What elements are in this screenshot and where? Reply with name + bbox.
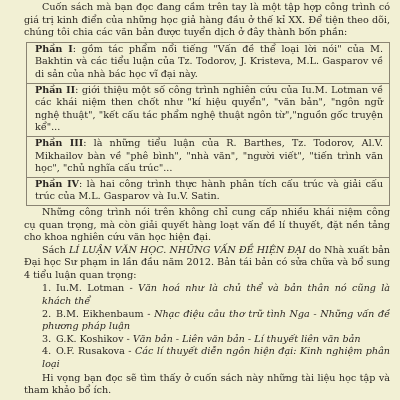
essay-title: Các lí thuyết diễn ngôn hiện đại: Kinh nghiệm phân loại: [42, 346, 390, 371]
parts-box: [26, 42, 390, 206]
edition-paragraph: [24, 245, 390, 283]
essay-author: B.M. Eikhenbaum -: [56, 308, 155, 320]
closing-paragraph: Hi vọng bạn đọc sẽ tìm thấy ở cuốn sách này những tài liệu học tập và tham khảo bổ ích.: [24, 372, 390, 397]
part-3-text: : là những tiểu luận của R. Barthes, Tz. Todorov, Al.V. Mikhailov bàn về "phê bình", "nhà văn", "người viết", "tiến trình văn học", "chủ nghĩa cấu trúc"...: [35, 137, 384, 175]
part-3: [27, 136, 389, 177]
essay-author: O.F. Rusakova -: [56, 346, 135, 358]
essay-item-4: [24, 346, 390, 371]
essay-item-2: [24, 309, 390, 334]
essay-list: [24, 283, 390, 371]
part-2-label: Phần II: [35, 84, 76, 96]
part-4-text: : là hai công trình thực hành phân tích cấu trúc và giải cấu trúc của M.L. Gasparov và Iu.V. Satin.: [35, 178, 383, 203]
essay-number: 2.: [42, 308, 52, 320]
essay-number: 1.: [42, 283, 52, 295]
part-4: [27, 177, 389, 205]
part-1: [27, 43, 389, 83]
part-1-text: : gồm tác phẩm nổi tiếng "Vấn đề thể loại lời nói" của M. Bakhtin và các tiểu luận của Tz. Todorov, J. Kristeva, M.L. Gasparov về di sản của nhà bác học vĩ đại này.: [35, 43, 383, 80]
essay-title: Nhạc điệu câu thơ trữ tình Nga - Những vấn đề phương pháp luận: [42, 308, 390, 333]
contribution-paragraph: Những công trình nói trên không chỉ cung cấp nhiều khái niệm công cụ quan trọng, mà còn giải quyết hàng loạt vấn đề lí thuyết, đặt nền tảng cho khoa nghiên cứu văn học hiện đại.: [24, 206, 390, 244]
book-title: LÍ LUẬN VĂN HỌC. NHỮNG VẤN ĐỀ HIỆN ĐẠI: [68, 244, 306, 256]
part-1-label: Phần I: [35, 43, 73, 55]
essay-item-1: [24, 283, 390, 308]
essay-number: 3.: [42, 333, 52, 345]
essay-item-3: [24, 334, 390, 347]
edition-text-after: do Nhà xuất bản Đại học Sư phạm in lần đầu năm 2012. Bản tái bản có sửa chữa và bổ sung 4 tiểu luận quan trọng:: [24, 244, 390, 281]
part-3-label: Phần III: [35, 137, 84, 149]
intro-paragraph: Cuốn sách mà bạn đọc đang cầm trên tay là một tập hợp công trình có giá trị kinh điển của những học giả hàng đầu ở thế kỉ XX. Để tiện theo dõi, chúng tôi chia các văn bản được tuyển dịch ở đây thành bốn phần:: [24, 2, 390, 39]
essay-title: Văn hoá như là chủ thể và bản thân nó cũng là khách thể: [42, 283, 391, 308]
essay-author: G.K. Koshikov -: [56, 333, 133, 345]
part-4-label: Phần IV: [35, 178, 79, 190]
part-2: [27, 83, 389, 136]
essay-title: Văn bản - Liên văn bản - Lí thuyết liên văn bản: [132, 333, 361, 345]
edition-text-before: Sách: [42, 244, 69, 256]
part-2-text: : giới thiệu một số công trình nghiên cứu của Iu.M. Lotman về các khái niệm then chốt như "kí hiệu quyển", "văn bản", "ngôn ngữ nghệ thuật", "kết cấu tác phẩm nghệ thuật ngôn từ","nguồn gốc truyện kể"...: [35, 84, 383, 134]
essay-number: 4.: [42, 346, 52, 358]
essay-author: Iu.M. Lotman -: [56, 283, 139, 295]
